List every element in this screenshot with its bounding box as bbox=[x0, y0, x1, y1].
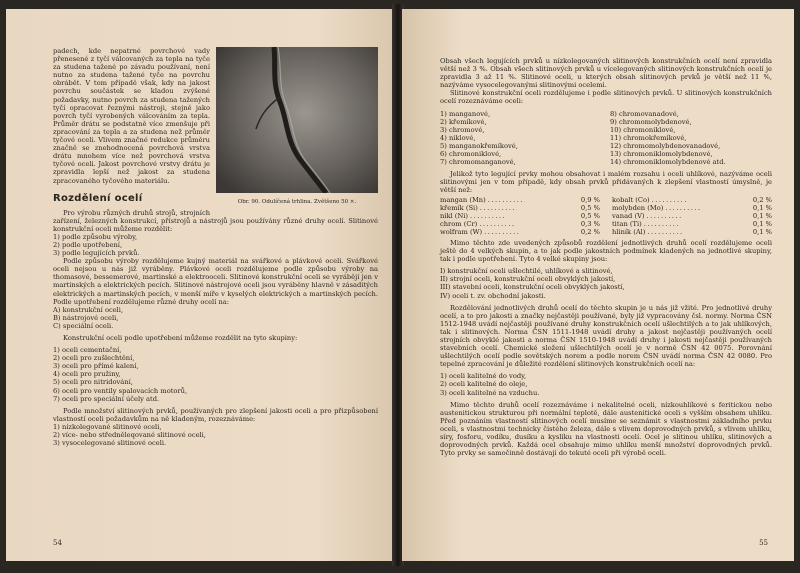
list-item: II) strojní oceli, konstrukční oceli obvyklých jakostí, bbox=[440, 275, 616, 284]
list-item: 3) oceli kalitelné na vzduchu. bbox=[440, 388, 540, 397]
list-item: 11) chromokřemíkové, bbox=[610, 133, 687, 142]
list-item: 3) vysocelegované slitinové oceli. bbox=[53, 439, 167, 448]
element-name: křemík (Si) bbox=[440, 203, 478, 212]
section-heading: Rozdělení ocelí bbox=[53, 192, 143, 204]
paragraph: Konstrukční oceli podle upotřebení můžeme rozdělit na tyto skupiny: bbox=[63, 334, 298, 342]
table-row bbox=[612, 228, 772, 236]
quality-groups-list bbox=[440, 267, 772, 299]
element-name: mangan (Mn) bbox=[440, 195, 486, 204]
element-value: 0,5 % bbox=[580, 211, 600, 220]
list-item: 7) oceli pro speciální účely atd. bbox=[53, 394, 160, 403]
list-item: III) stavební oceli, konstrukční oceli obvyklých jakostí, bbox=[440, 283, 625, 292]
element-name: vanad (V) bbox=[612, 211, 645, 220]
table-row bbox=[612, 220, 772, 228]
paragraph: Slitinové konstrukční oceli rozdělujeme i podle slitinových prvků. U slitinových konstrukčních ocelí rozeznáváme oceli: bbox=[440, 89, 772, 106]
paragraph: Jelikož tyto legující prvky mohou obsahovat i malém rozsahu i oceli uhlíkové, nazýváme oceli slitinovými jen v tom případě, kdy obsah prvků přidávaných k zlepšení vlastností úmyslně, je větší než: bbox=[440, 170, 772, 195]
list-item: 1) manganové, bbox=[440, 109, 491, 118]
usage-list bbox=[53, 306, 378, 330]
list-item: I) konstrukční oceli ušlechtilé, uhlíkové a slitinové, bbox=[440, 267, 613, 276]
element-value: 0,1 % bbox=[752, 219, 772, 228]
element-name: chrom (Cr) bbox=[440, 219, 478, 228]
crack-photo bbox=[216, 47, 378, 193]
element-name: kobalt (Co) bbox=[612, 195, 650, 204]
table-row bbox=[440, 228, 600, 236]
paragraph: Pro výrobu různých druhů strojů, strojních zařízení, železných konstrukcí, přístrojů a nástrojů jsou používány různé druhy ocelí. Slitinové konstrukční oceli můžeme rozdělit: bbox=[53, 208, 378, 233]
leader-dots: .......... bbox=[484, 227, 521, 236]
list-item: 4) niklové, bbox=[440, 133, 476, 142]
page-number: 54 bbox=[53, 539, 62, 547]
figure-caption: Obr. 90. Odulíčená trhlina. Zvětšeno 50 ×. bbox=[237, 199, 357, 205]
element-column-left bbox=[440, 196, 600, 236]
element-value: 0,1 % bbox=[752, 227, 772, 236]
element-value: 0,1 % bbox=[752, 203, 772, 212]
table-row bbox=[612, 204, 772, 212]
leader-dots: .......... bbox=[479, 219, 516, 228]
element-value: 0,3 % bbox=[580, 219, 600, 228]
table-row bbox=[440, 196, 600, 204]
list-item: 2) podle upotřebení, bbox=[53, 240, 123, 249]
list-item: 4) oceli pro pružiny, bbox=[53, 370, 121, 379]
list-item: 6) oceli pro ventily spalovacích motorů, bbox=[53, 386, 188, 395]
element-value: 0,5 % bbox=[580, 203, 600, 212]
list-item: 5) manganokřemíkové, bbox=[440, 141, 518, 150]
paragraph: Mimo těchto zde uvedených způsobů rozdělení jednotlivých druhů ocelí rozdělujeme oceli ještě do 4 velkých skupin, a to jak podle jakostních podmínek kladených na jednotlivé skupiny, tak i podle upotřebení. Tyto 4 velké skupiny jsou: bbox=[440, 238, 772, 264]
alloy-type-list-right bbox=[610, 110, 772, 167]
leader-dots: .......... bbox=[487, 195, 524, 204]
leader-dots: .......... bbox=[646, 211, 683, 220]
list-item: 7) chromomanganové, bbox=[440, 158, 516, 167]
table-row bbox=[440, 220, 600, 228]
list-item: 1) podle způsobu výroby, bbox=[53, 232, 138, 241]
element-name: titan (Ti) bbox=[612, 219, 642, 228]
list-item: 1) oceli kalitelné do vody, bbox=[440, 372, 527, 381]
list-item: 13) chromoniklomolybdenové, bbox=[610, 150, 713, 159]
leader-dots: .......... bbox=[651, 195, 688, 204]
list-item: 3) podle legujících prvků. bbox=[53, 249, 140, 258]
list-item: 12) chromomolybdenovanadové, bbox=[610, 141, 721, 150]
list-item: 3) oceli pro přímé kalení, bbox=[53, 362, 139, 371]
element-name: wolfram (W) bbox=[440, 227, 483, 236]
paragraph: Podle způsobu výroby rozdělujeme kujný materiál na svářkové a plávkové oceli. Svářkové oceli nejsou u nás již vyráběny. Plávkové oceli rozdělujeme podle způsobu výroby na thomasové, bessemerové, martinské a elektrooceli. Slitinové konstrukční oceli se vyrábějí jen v martinských a elektrických pecích. Slitinové nástrojové oceli jsou vyráběny hlavně v zásaditých elektrických a martinských pecích, v menší míře v kyselých elektrických a martinských pecích. Podle upotřebení rozdělujeme různé druhy ocelí na: bbox=[53, 257, 378, 306]
paragraph: Podle množství slitinových prvků, používaných pro zlepšení jakosti oceli a pro přizpůsobení vlastností oceli požadavkům na ně kladeným, rozeznáváme: bbox=[53, 406, 378, 423]
paragraph: Mimo těchto druhů ocelí rozeznáváme i nekalitelné oceli, nízkouhlíkové s feritickou nebo austenitickou strukturou při normální teplotě, dále austenitické oceli s vyšším obsahem uhlíku. Před poznáním vlastností slitinových ocelí musíme se seznámit s vlastnostmi základního prvku oceli, s vlastnostmi technicky čistého železa, dále s vlivem doprovodných prvků, s vlivem uhlíku, síry, fosforu, vodíku, dusíku a kyslíku na vlastnosti ocelí. Ocel je slitinou uhlíku, slitinových a doprovodných prvků. Každá ocel obsahuje mimo uhlíku menší množství doprovodných prvků. Tyto prvky se samočinně dostávají do tekuté oceli při výrobě oceli. bbox=[440, 400, 772, 458]
production-list bbox=[53, 233, 378, 257]
leader-dots: .......... bbox=[469, 211, 507, 220]
figure bbox=[216, 47, 378, 206]
list-item: B) nástrojové oceli, bbox=[53, 313, 119, 322]
list-item: 2) oceli pro zušlechtění, bbox=[53, 354, 135, 363]
list-item: 14) chromoniklomolybdenové atd. bbox=[610, 158, 726, 167]
page-number: 55 bbox=[759, 539, 768, 547]
list-item: 9) chromomolybdenové, bbox=[610, 117, 692, 126]
list-item: C) speciální oceli. bbox=[53, 321, 114, 330]
list-item: 2) oceli kalitelné do oleje, bbox=[440, 380, 528, 389]
element-value: 0,1 % bbox=[752, 211, 772, 220]
leader-dots: .......... bbox=[665, 203, 702, 212]
crack-photo-graphic bbox=[216, 47, 378, 193]
list-item: 5) oceli pro nitridování, bbox=[53, 378, 133, 387]
list-item: 1) oceli cementační, bbox=[53, 346, 122, 355]
table-row bbox=[612, 212, 772, 220]
alloy-type-list-left bbox=[440, 110, 602, 167]
table-row bbox=[440, 212, 600, 220]
leader-dots: .......... bbox=[647, 227, 684, 236]
element-value: 0,9 % bbox=[580, 195, 600, 204]
leader-dots: .......... bbox=[479, 203, 517, 212]
alloy-type-lists bbox=[440, 110, 772, 167]
list-item: A) konstrukční oceli, bbox=[53, 305, 124, 314]
list-item: 8) chromovanadové, bbox=[610, 109, 679, 118]
table-row bbox=[612, 196, 772, 204]
element-threshold-table bbox=[440, 196, 772, 236]
left-page bbox=[6, 9, 394, 561]
right-page bbox=[402, 9, 794, 561]
list-item: 6) chromoniklové, bbox=[440, 150, 502, 159]
list-item: 1) nízkolegované slitinové oceli, bbox=[53, 422, 162, 431]
paragraph: Rozdělování jednotlivých druhů ocelí do těchto skupin je u nás již vžité. Pro jednotlivé druhy ocelí, a to pro jakosti a značky nejčastěji používané, byly již vypracovány čsl. normy. Norma ČSN 1512-1948 uvádí nejčastěji používané druhy konstrukčních ocelí ušlechtilých a to jak uhlíkových, tak i slitinových. Norma ČSN 1511-1948 uvádí druhy a jakost nejčastěji používaných ocelí strojních obvyklé jakosti a norma ČSN 1510-1948 uvádí druhy i jakosti nejčastěji používaných stavebních ocelí. Chemické složení ušlechtilých ocelí je v normě ČSN 42 0075. Porovnání ušlechtilých ocelí podle sovětských norem a podle norem ČSN uvádí norma ČSN 42 0080. Pro tepelné zpracování je důležité rozdělení slitinových konstrukčních ocelí na: bbox=[440, 303, 772, 369]
list-item: IV) oceli t. zv. obchodní jakosti. bbox=[440, 291, 546, 300]
element-name: nikl (Ni) bbox=[440, 211, 468, 220]
element-value: 0,2 % bbox=[752, 195, 772, 204]
hardening-list bbox=[440, 372, 772, 396]
list-item: 2) více- nebo středněleqované slitinové oceli, bbox=[53, 431, 206, 440]
element-name: hliník (Al) bbox=[612, 227, 646, 236]
leader-dots: .......... bbox=[643, 219, 681, 228]
construction-groups-list bbox=[53, 346, 378, 403]
element-column-right bbox=[612, 196, 772, 236]
table-row bbox=[440, 204, 600, 212]
list-item: 10) chromoniklové, bbox=[610, 125, 676, 134]
alloy-amount-list bbox=[53, 423, 378, 447]
paragraph: padech, kde nepatrné povrchové vady přenesené z tyčí válcovaných za tepla na tyče za studena tažené po závadu používaní, není nutno za studena tažené tyče na povrchu obrábět. V tom případě však, kdy na jakost povrchu součástek se kladou zvýšené požadavky, nutno povrch za studena tažených tyčí opracovat řeznými nástroji, stejně jako povrch tyčí vyrobených válcováním za tepla. Průměr drátu se podstatně více zmenšuje při zpracování za tepla a za studena než průměr tyčové oceli. Vlivem značné redukce průměru značně se znehodnocená povrchová vrstva drátu mnohem více než povrchová vrstva tyčové oceli. Jakost povrchové vrstvy drátu je zpravidla lepší než jakost za studena zpracovaného tyčového materiálu. bbox=[53, 47, 210, 185]
list-item: 3) chromové, bbox=[440, 125, 485, 134]
list-item: 2) křemíkové, bbox=[440, 117, 487, 126]
paragraph: Obsah všech legujících prvků u nízkolegovaných slitinových konstrukčních ocelí není zpravidla větší než 3 %. Obsah všech slitinových prvků u vícelegovaných slitinových konstrukčních ocelí je zpravidla 3 až 11 %. Slitinové oceli, u kterých obsah slitinových prvků je větší než 11 %, nazýváme vysocelegovanými slitinovými ocelemi. bbox=[440, 57, 772, 90]
element-name: molybden (Mo) bbox=[612, 203, 664, 212]
element-value: 0,2 % bbox=[580, 227, 600, 236]
